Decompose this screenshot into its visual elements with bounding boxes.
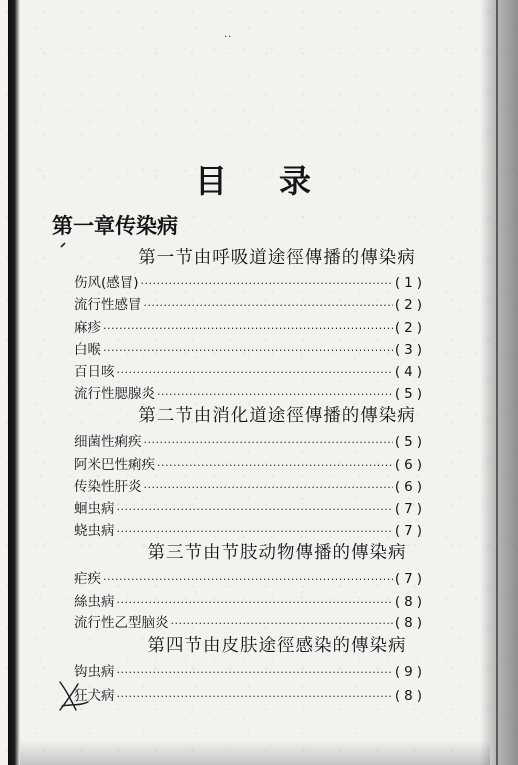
- entry-name: 絲虫病: [74, 594, 115, 610]
- entry-page: (2): [394, 297, 426, 313]
- entry-page: (6): [394, 479, 426, 495]
- toc-entry: [74, 271, 426, 291]
- entry-page: (8): [394, 688, 426, 704]
- dot-leader: [103, 322, 393, 335]
- entry-page: (1): [394, 275, 426, 291]
- toc-title: 目录: [194, 162, 363, 200]
- dot-leader: [103, 344, 393, 357]
- dot-leader: [171, 617, 393, 630]
- toc-entry: [74, 338, 426, 358]
- toc-entry: [74, 316, 426, 336]
- entry-page: (5): [394, 386, 426, 402]
- entry-page: (7): [394, 523, 426, 539]
- entry-page: (4): [394, 364, 426, 380]
- entry-name: 狂犬病: [74, 688, 115, 704]
- entry-name: 流行性乙型脑炎: [74, 615, 169, 631]
- entry-name: 伤风(感冒): [74, 275, 139, 291]
- bottom-shadow: [20, 740, 490, 765]
- entry-name: 流行性腮腺炎: [74, 386, 155, 402]
- toc-entry: [74, 611, 426, 631]
- section-heading: 第三节由节肢动物傳播的傳染病: [147, 543, 407, 563]
- dot-leader: [144, 299, 393, 312]
- entry-page: (2): [394, 320, 426, 336]
- dot-leader: [117, 666, 393, 679]
- entry-name: 阿米巴性痢疾: [74, 457, 155, 473]
- entry-page: (8): [394, 615, 426, 631]
- entry-name: 百日咳: [74, 364, 115, 380]
- chapter-heading: 第一章传染病: [52, 214, 178, 238]
- entry-name: 疟疾: [74, 571, 101, 587]
- entry-name: 传染性肝炎: [74, 479, 142, 495]
- toc-entry: [74, 430, 426, 450]
- dot-leader: [144, 436, 393, 449]
- entry-name: 麻疹: [74, 320, 101, 336]
- toc-entry: [74, 293, 426, 313]
- entry-page: (7): [394, 501, 426, 517]
- toc-entry: [74, 497, 426, 517]
- entry-page: (3): [394, 342, 426, 358]
- toc-entry: [74, 453, 426, 473]
- dot-leader: [117, 503, 393, 516]
- entry-name: 钩虫病: [74, 664, 115, 680]
- entry-page: (9): [394, 664, 426, 680]
- toc-entry: [74, 382, 426, 402]
- entry-page: (7): [394, 571, 426, 587]
- section-heading: 第二节由消化道途徑傳播的傳染病: [138, 406, 416, 426]
- entry-name: 蛲虫病: [74, 523, 115, 539]
- dot-leader: [117, 366, 393, 379]
- toc-entry: [74, 684, 426, 704]
- entry-name: 蛔虫病: [74, 501, 115, 517]
- entry-name: 流行性感冒: [74, 297, 142, 313]
- entry-page: (8): [394, 594, 426, 610]
- dot-leader: [144, 481, 393, 494]
- dot-leader: [103, 573, 393, 586]
- dot-leader: [141, 277, 393, 290]
- top-marks: ··: [224, 32, 233, 43]
- toc-entry: [74, 590, 426, 610]
- dot-leader: [157, 388, 393, 401]
- handwritten-mark-icon: [56, 676, 90, 716]
- dot-leader: [117, 596, 393, 609]
- toc-entry: [74, 660, 426, 680]
- entry-page: (6): [394, 457, 426, 473]
- section-heading: 第一节由呼吸道途徑傳播的傳染病: [138, 248, 416, 268]
- entry-name: 细菌性痢疾: [74, 434, 142, 450]
- entry-page: (5): [394, 434, 426, 450]
- toc-entry: [74, 519, 426, 539]
- entry-name: 白喉: [74, 342, 101, 358]
- toc-entry: [74, 475, 426, 495]
- section-heading: 第四节由皮肤途徑感染的傳染病: [147, 636, 407, 656]
- dot-leader: [117, 525, 393, 538]
- toc-entry: [74, 360, 426, 380]
- toc-entry: [74, 567, 426, 587]
- dot-leader: [117, 690, 393, 703]
- dot-leader: [157, 459, 393, 472]
